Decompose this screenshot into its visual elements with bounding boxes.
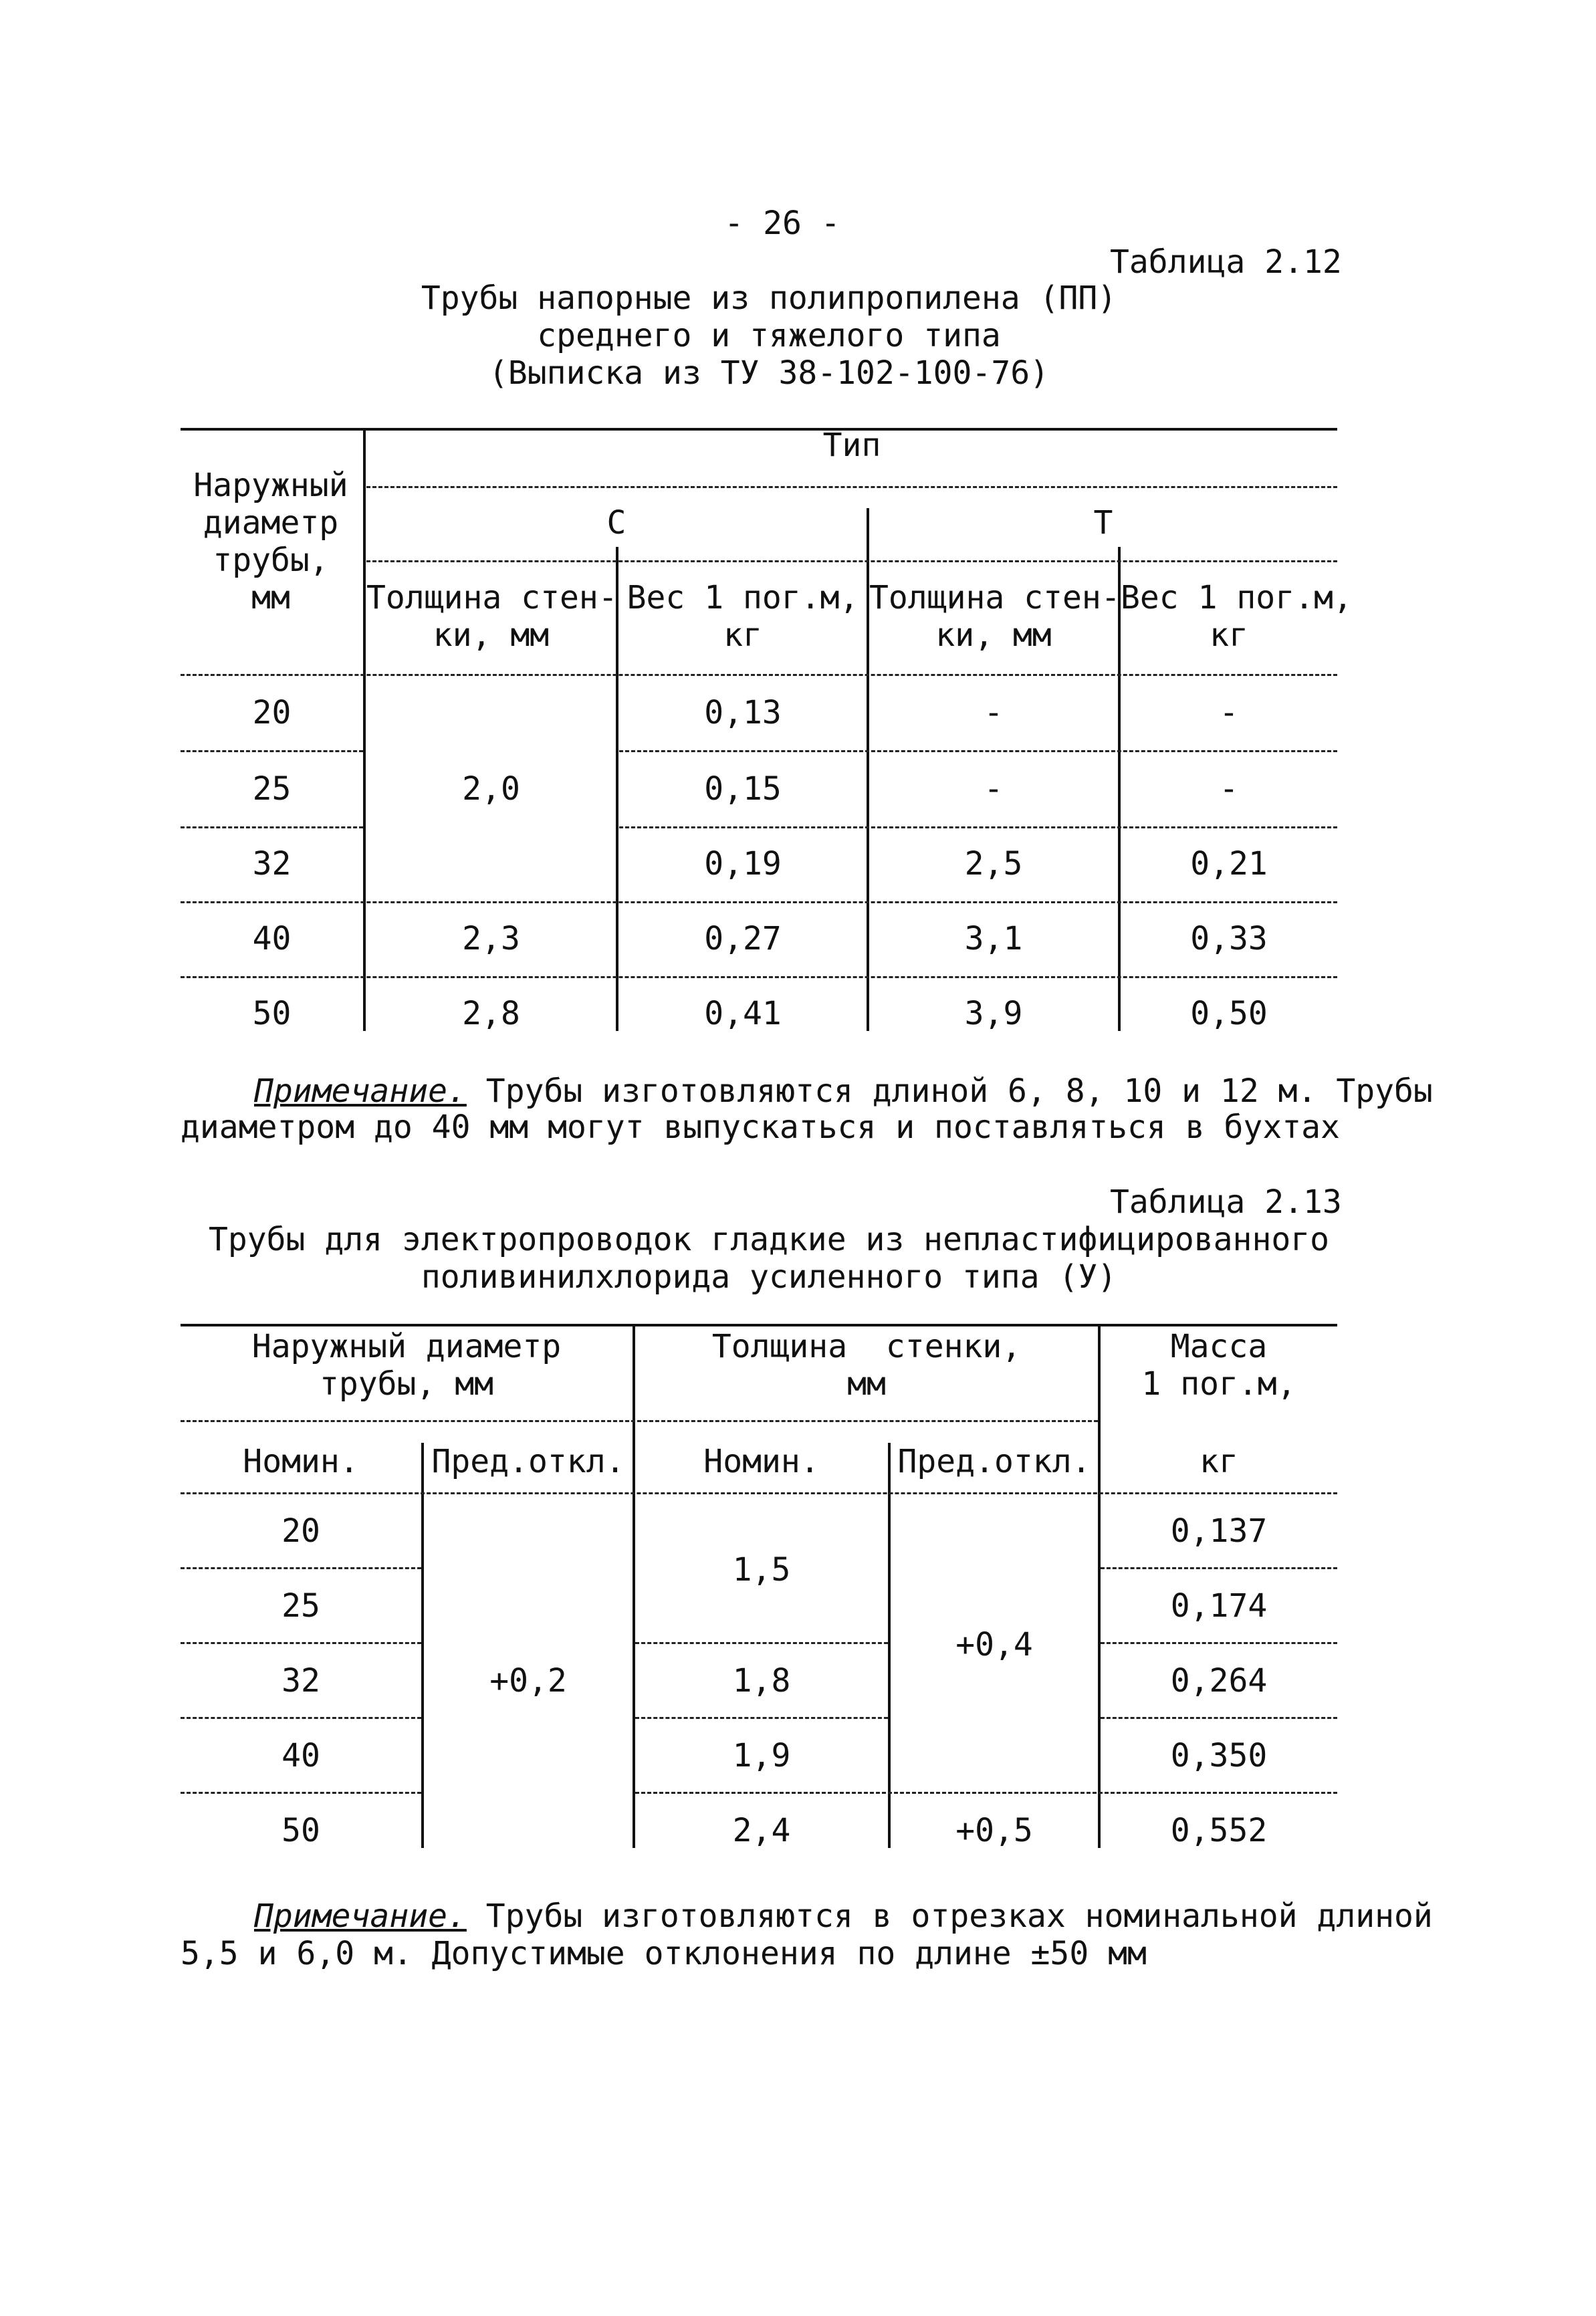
note-paragraph: [254, 1072, 1433, 1110]
cell-weight-t: -: [1219, 770, 1239, 808]
cell-diameter: 40: [281, 1737, 320, 1774]
cell-diameter: 25: [252, 770, 292, 808]
header-thickness-t-line-2: ки, мм: [935, 616, 1052, 654]
header-mass-line-2: 1 пог.м,: [1141, 1365, 1296, 1403]
header-thickness-c-line-1: Толщина стен-: [366, 579, 618, 616]
header-deviation: Пред.откл.: [431, 1443, 625, 1480]
note-paragraph: [254, 1897, 1433, 1935]
header-group-t: Т: [1093, 504, 1113, 542]
cell-thickness-t: 2,5: [964, 845, 1023, 883]
header-group-c: С: [606, 504, 626, 542]
cell-diameter: 25: [281, 1587, 320, 1625]
note-label: Примечание.: [254, 1072, 467, 1110]
cell-mass: 0,137: [1170, 1512, 1268, 1550]
cell-mass: 0,350: [1170, 1737, 1268, 1774]
header-thickness-c-line-2: ки, мм: [433, 616, 550, 654]
header-nominal: Номин.: [243, 1443, 359, 1480]
header-deviation-thickness: Пред.откл.: [897, 1443, 1091, 1480]
header-weight-c-line-1: Вес 1 пог.м,: [626, 579, 859, 616]
cell-weight-c: 0,27: [704, 920, 782, 957]
cell-diameter: 20: [281, 1512, 320, 1550]
table-title-line-2: поливинилхлорида усиленного типа (У): [421, 1258, 1117, 1296]
header-weight-t-line-2: кг: [1210, 616, 1248, 654]
header-mass-line-3: кг: [1200, 1443, 1238, 1480]
cell-weight-c: 0,19: [704, 845, 782, 883]
note-text-line-1: Трубы изготовляются длиной 6, 8, 10 и 12 м. Трубы: [466, 1072, 1433, 1110]
note-label: Примечание.: [254, 1897, 467, 1935]
cell-thickness: 1,8: [732, 1662, 791, 1700]
cell-weight-t: 0,21: [1190, 845, 1268, 883]
table-label: Таблица 2.13: [1110, 1183, 1342, 1221]
cell-thickness: 1,9: [732, 1737, 791, 1774]
table-title-line-1: Трубы для электропроводок гладкие из непластифицированного: [208, 1221, 1330, 1258]
cell-weight-c: 0,15: [704, 770, 782, 808]
cell-thickness-t: -: [984, 694, 1004, 731]
table-label: Таблица 2.12: [1110, 243, 1342, 281]
cell-diameter: 50: [281, 1812, 320, 1849]
header-diameter-line-4: мм: [251, 579, 290, 616]
header-diameter-line-2: трубы, мм: [319, 1365, 494, 1403]
cell-thickness-c: 2,8: [462, 995, 520, 1032]
header-mass-line-1: Масса: [1170, 1328, 1268, 1365]
cell-diameter: 32: [252, 845, 292, 883]
note-text-line-2: 5,5 и 6,0 м. Допустимые отклонения по длине ±50 мм: [181, 1935, 1147, 1972]
header-diameter-line-2: диаметр: [203, 504, 339, 542]
header-weight-t-line-1: Вес 1 пог.м,: [1121, 579, 1353, 616]
cell-thickness-t: -: [984, 770, 1004, 808]
cell-thickness-deviation: +0,4: [955, 1626, 1033, 1663]
header-thickness-line-2: мм: [847, 1365, 886, 1403]
cell-weight-t: 0,50: [1190, 995, 1268, 1032]
cell-mass: 0,264: [1170, 1662, 1268, 1700]
cell-thickness-c: 2,3: [462, 920, 520, 957]
note-text-line-2: диаметром до 40 мм могут выпускаться и поставляться в бухтах: [181, 1109, 1340, 1146]
header-weight-c-line-2: кг: [723, 616, 762, 654]
cell-weight-t: 0,33: [1190, 920, 1268, 957]
note-text-line-1: Трубы изготовляются в отрезках номинальной длиной: [466, 1897, 1433, 1935]
cell-thickness-c: 2,0: [462, 770, 520, 808]
cell-diameter: 20: [252, 694, 292, 731]
cell-thickness: 1,5: [732, 1551, 791, 1589]
cell-weight-c: 0,41: [704, 995, 782, 1032]
table-title-line-1: Трубы напорные из полипропилена (ПП): [421, 279, 1117, 317]
cell-diameter: 32: [281, 1662, 320, 1700]
header-thickness-line-1: Толщина стенки,: [711, 1328, 1022, 1365]
cell-weight-c: 0,13: [704, 694, 782, 731]
cell-mass: 0,174: [1170, 1587, 1268, 1625]
cell-diameter: 50: [252, 995, 292, 1032]
header-nominal-thickness: Номин.: [703, 1443, 820, 1480]
table-title-line-3: (Выписка из ТУ 38-102-100-76): [488, 354, 1050, 392]
cell-weight-t: -: [1219, 694, 1239, 731]
header-diameter-line-1: Наружный диаметр: [251, 1328, 562, 1365]
cell-thickness: 2,4: [732, 1812, 791, 1849]
cell-thickness-t: 3,1: [964, 920, 1023, 957]
cell-diameter: 40: [252, 920, 292, 957]
header-type: Тип: [822, 427, 881, 464]
cell-diameter-deviation: +0,2: [489, 1662, 567, 1700]
cell-thickness-t: 3,9: [964, 995, 1023, 1032]
cell-mass: 0,552: [1170, 1812, 1268, 1849]
cell-thickness-deviation: +0,5: [955, 1812, 1033, 1849]
header-diameter-line-3: трубы,: [213, 542, 329, 579]
header-diameter-line-1: Наружный: [193, 467, 348, 504]
table-title-line-2: среднего и тяжелого типа: [537, 317, 1001, 354]
page-number: - 26 -: [724, 205, 840, 242]
header-thickness-t-line-1: Толщина стен-: [869, 579, 1121, 616]
